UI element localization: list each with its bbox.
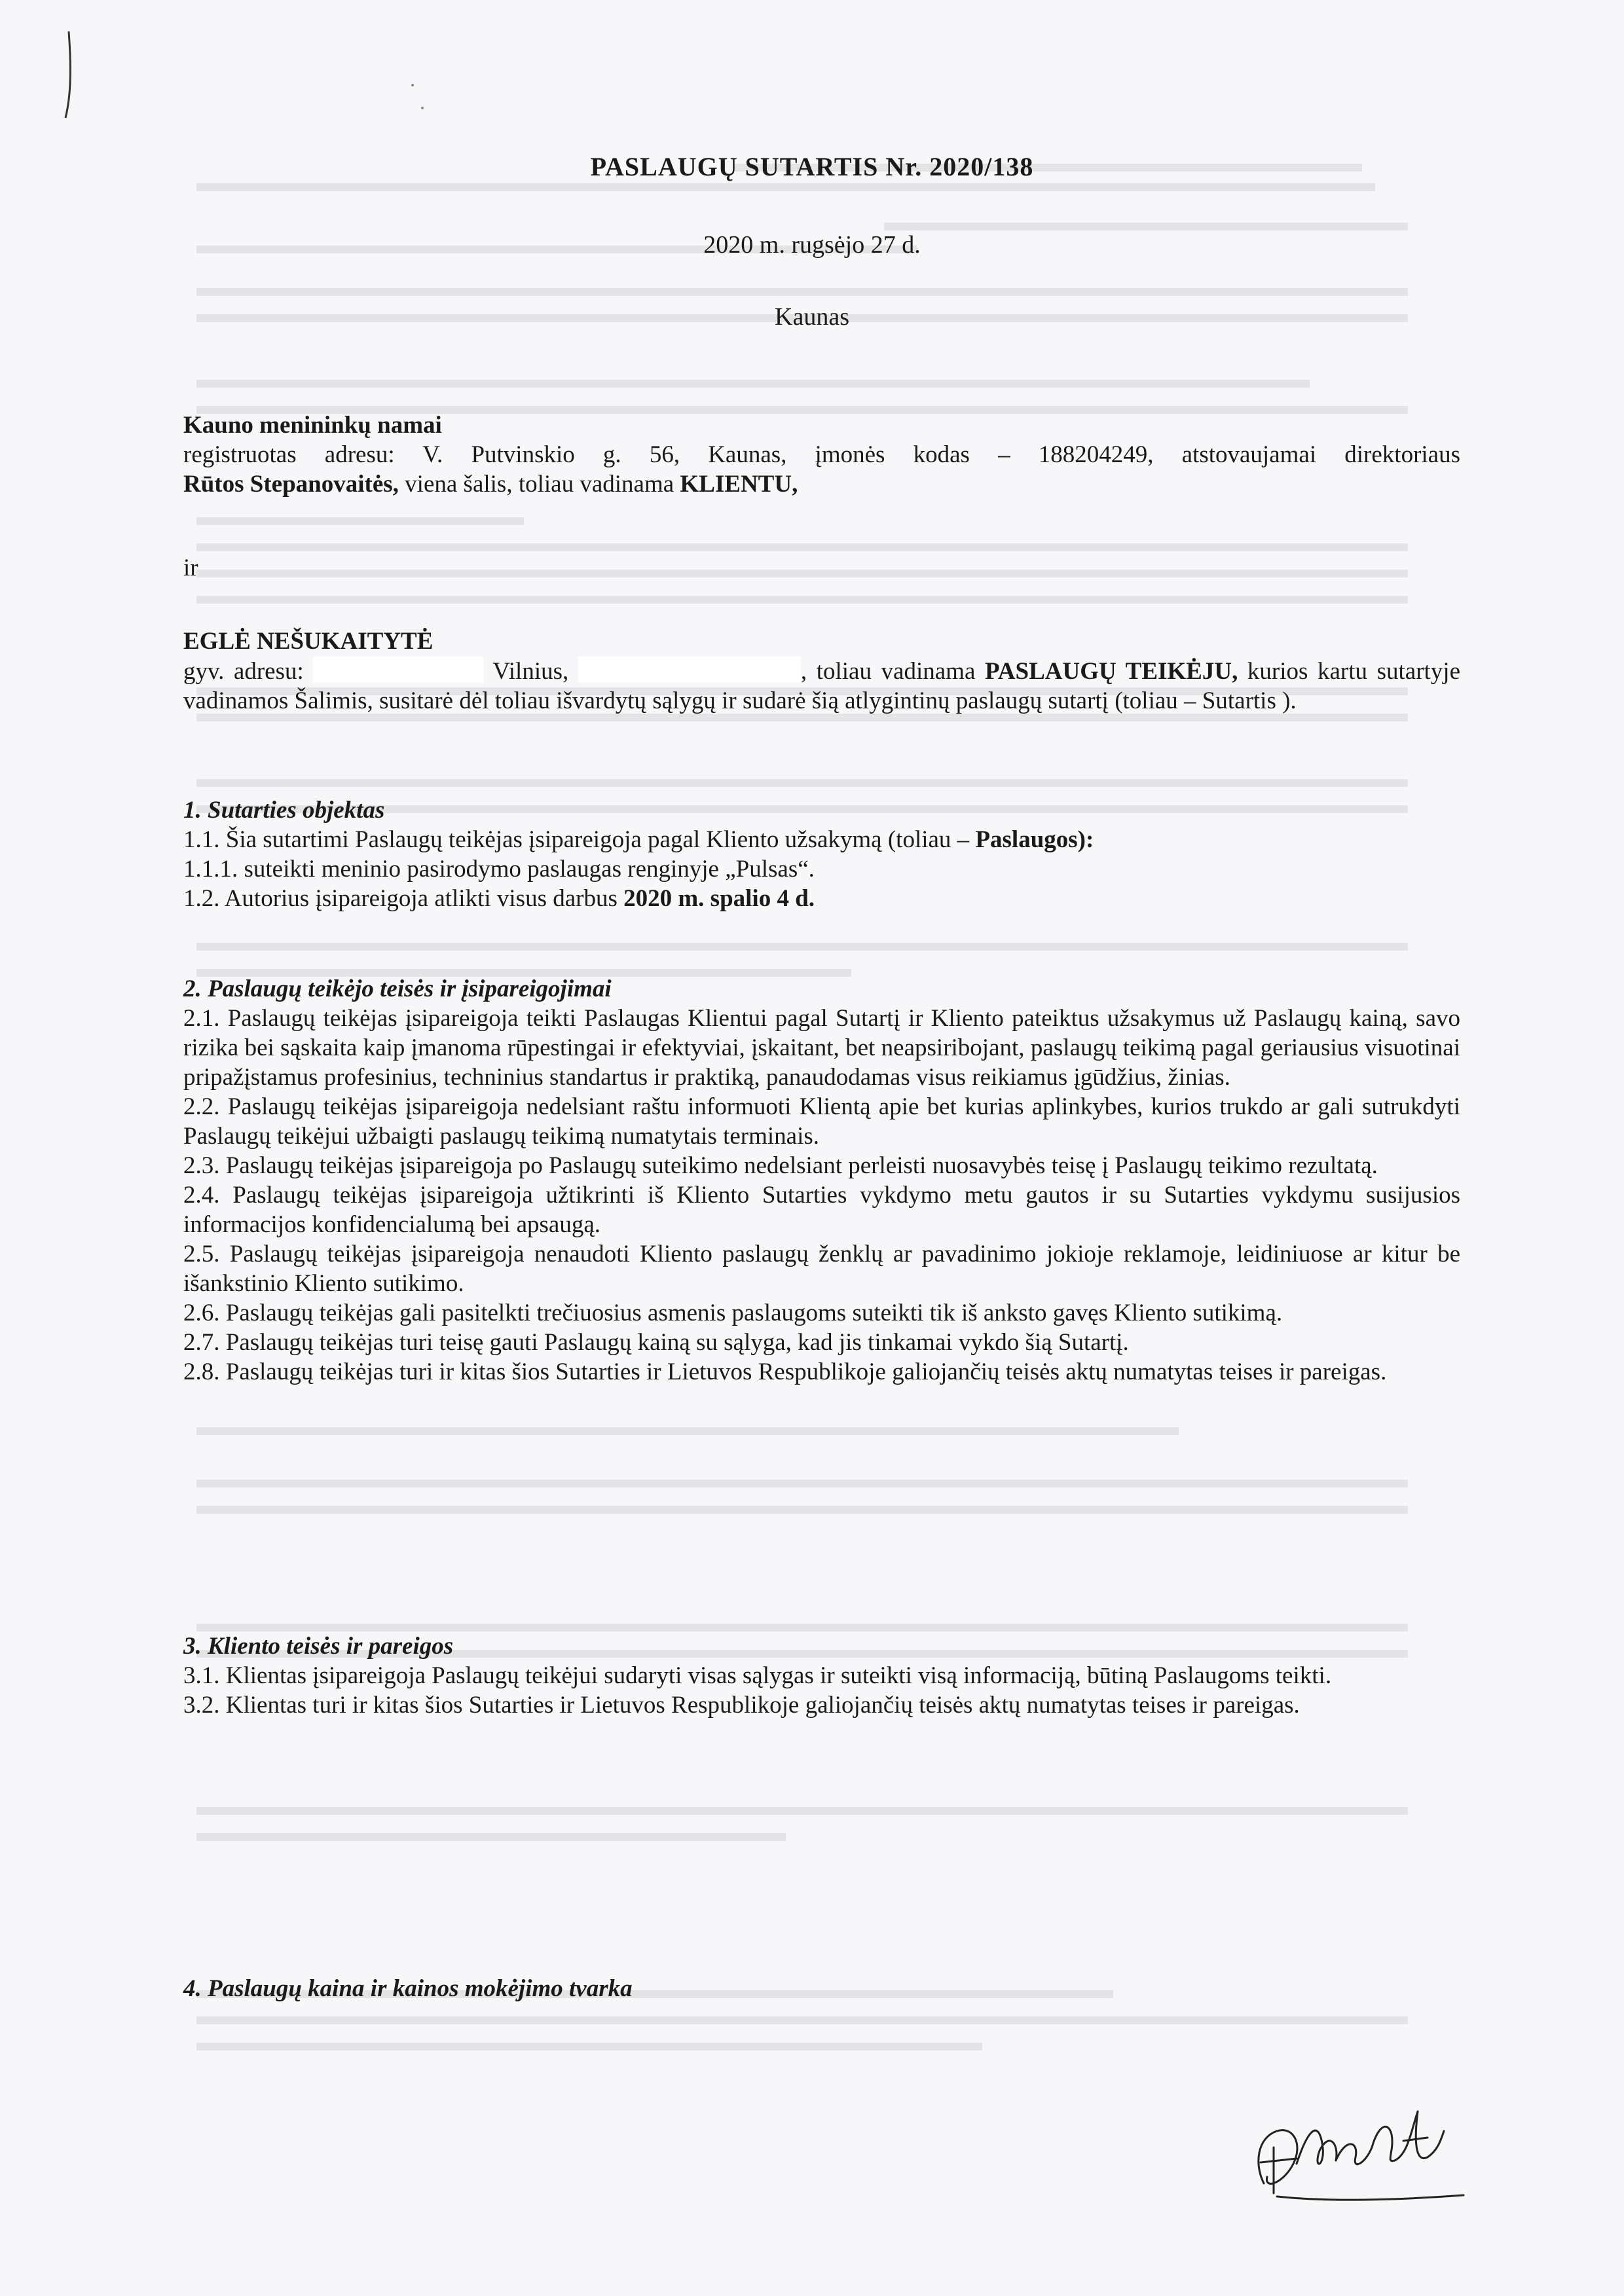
clause-1-1: 1.1. Šia sutartimi Paslaugų teikėjas įsipareigoja pagal Kliento užsakymą (toliau – Paslaugos): bbox=[183, 826, 1094, 853]
clause-2-8: 2.8. Paslaugų teikėjas turi ir kitas šios Sutarties ir Lietuvos Respublikoje galiojančių teisės aktų numatytas teises ir pareigas. bbox=[183, 1358, 1387, 1385]
clause-2-3: 2.3. Paslaugų teikėjas įsipareigoja po Paslaugų suteikimo nedelsiant perleisti nuosavybės teisę į Paslaugų teikimo rezultatą. bbox=[183, 1152, 1378, 1179]
connector-word: ir bbox=[183, 555, 198, 581]
provider-details bbox=[183, 657, 1460, 716]
client-details bbox=[183, 440, 1460, 499]
clause-2-5: 2.5. Paslaugų teikėjas įsipareigoja nenaudoti Kliento paslaugų ženklų ar pavadinimo jokioje reklamoje, leidiniuose ar kitur be išankstinio Kliento sutikimo. bbox=[183, 1241, 1460, 1297]
client-line2 bbox=[183, 469, 1460, 499]
client-line2-text: viena šalis, toliau vadinama bbox=[398, 471, 680, 498]
section-2-heading: 2. Paslaugų teikėjo teisės ir įsipareigojimai bbox=[183, 975, 612, 1002]
signature bbox=[1247, 2085, 1473, 2210]
section-2 bbox=[183, 974, 1460, 1387]
clause-2-6: 2.6. Paslaugų teikėjas gali pasitelkti trečiuosius asmenis paslaugoms suteikti tik iš anksto gavęs Kliento sutikimą. bbox=[183, 1300, 1283, 1326]
pen-mark bbox=[46, 26, 85, 124]
client-role: KLIENTU, bbox=[680, 471, 798, 498]
provider-role: PASLAUGŲ TEIKĖJU, bbox=[984, 658, 1238, 685]
clause-1-1-1: 1.1.1. suteikti meninio pasirodymo paslaugas renginyje „Pulsas“. bbox=[183, 856, 815, 883]
clause-2-2: 2.2. Paslaugų teikėjas įsipareigoja nedelsiant raštu informuoti Klientą apie bet kurias aplinkybes, kurios trukdo ar gali sutrukdyti Paslaugų teikėjui užbaigti paslaugų teikimą numatytais terminais. bbox=[183, 1093, 1460, 1150]
clause-3-1: 3.1. Klientas įsipareigoja Paslaugų teikėjui sudaryti visas sąlygas ir suteikti visą informaciją, būtiną Paslaugoms teikti. bbox=[183, 1662, 1332, 1689]
section-4-heading: 4. Paslaugų kaina ir kainos mokėjimo tvarka bbox=[183, 1975, 633, 2002]
clause-2-1: 2.1. Paslaugų teikėjas įsipareigoja teikti Paslaugas Klientui pagal Sutartį ir Kliento pateiktus užsakymus už Paslaugų kainą, savo rizika bei sąskaita kaip įmanoma rūpestingai ir efektyviai, įskaitant, bet neapsiribojant, paslaugų teikimą pagal geriausius visuotinai pripažįstamus profesinius, techninius standartus ir praktiką, panaudodamas visus reikiamus įgūdžius, žinias. bbox=[183, 1005, 1460, 1091]
clause-1-2: 1.2. Autorius įsipareigoja atlikti visus darbus 2020 m. spalio 4 d. bbox=[183, 885, 815, 912]
clause-2-4: 2.4. Paslaugų teikėjas įsipareigoja užtikrinti iš Kliento Sutarties vykdymo metu gautos ir su Sutarties vykdymu susijusios informacijos konfidencialumą bei apsaugą. bbox=[183, 1182, 1460, 1238]
clause-2-7: 2.7. Paslaugų teikėjas turi teisę gauti Paslaugų kainą su sąlyga, kad jis tinkamai vykdo šią Sutartį. bbox=[183, 1329, 1129, 1356]
dust-speck bbox=[406, 79, 432, 118]
contract-title: PASLAUGŲ SUTARTIS Nr. 2020/138 bbox=[590, 152, 1034, 181]
redacted-address bbox=[313, 657, 483, 683]
client-line1: registruotas adresu: V. Putvinskio g. 56, Kaunas, įmonės kodas – 188204249, atstovaujamai direktoriaus bbox=[183, 441, 1460, 468]
clause-3-2: 3.2. Klientas turi ir kitas šios Sutarties ir Lietuvos Respublikoje galiojančių teisės aktų numatytas teises ir pareigas. bbox=[183, 1692, 1300, 1719]
section-3-heading: 3. Kliento teisės ir pareigos bbox=[183, 1633, 454, 1660]
contract-date: 2020 m. rugsėjo 27 d. bbox=[703, 231, 921, 259]
contract-city: Kaunas bbox=[775, 303, 849, 331]
client-name: Kauno menininkų namai bbox=[183, 412, 442, 439]
redacted-address bbox=[578, 657, 801, 683]
provider-name: EGLĖ NEŠUKAITYTĖ bbox=[183, 628, 434, 655]
section-1-heading: 1. Sutarties objektas bbox=[183, 797, 385, 824]
section-3 bbox=[183, 1631, 1460, 1720]
section-1 bbox=[183, 795, 1460, 913]
client-director: Rūtos Stepanovaitės, bbox=[183, 471, 399, 498]
section-4 bbox=[183, 1974, 1460, 2003]
provider-paragraph: gyv. adresu: Vilnius, , toliau vadinama PASLAUGŲ TEIKĖJU, kurios kartu sutartyje vadinamos Šalimis, susitarė dėl toliau išvardytų sąlygų ir sudarė šią atlygintinų paslaugų sutartį (toliau – Sutartis ). bbox=[183, 658, 1460, 714]
